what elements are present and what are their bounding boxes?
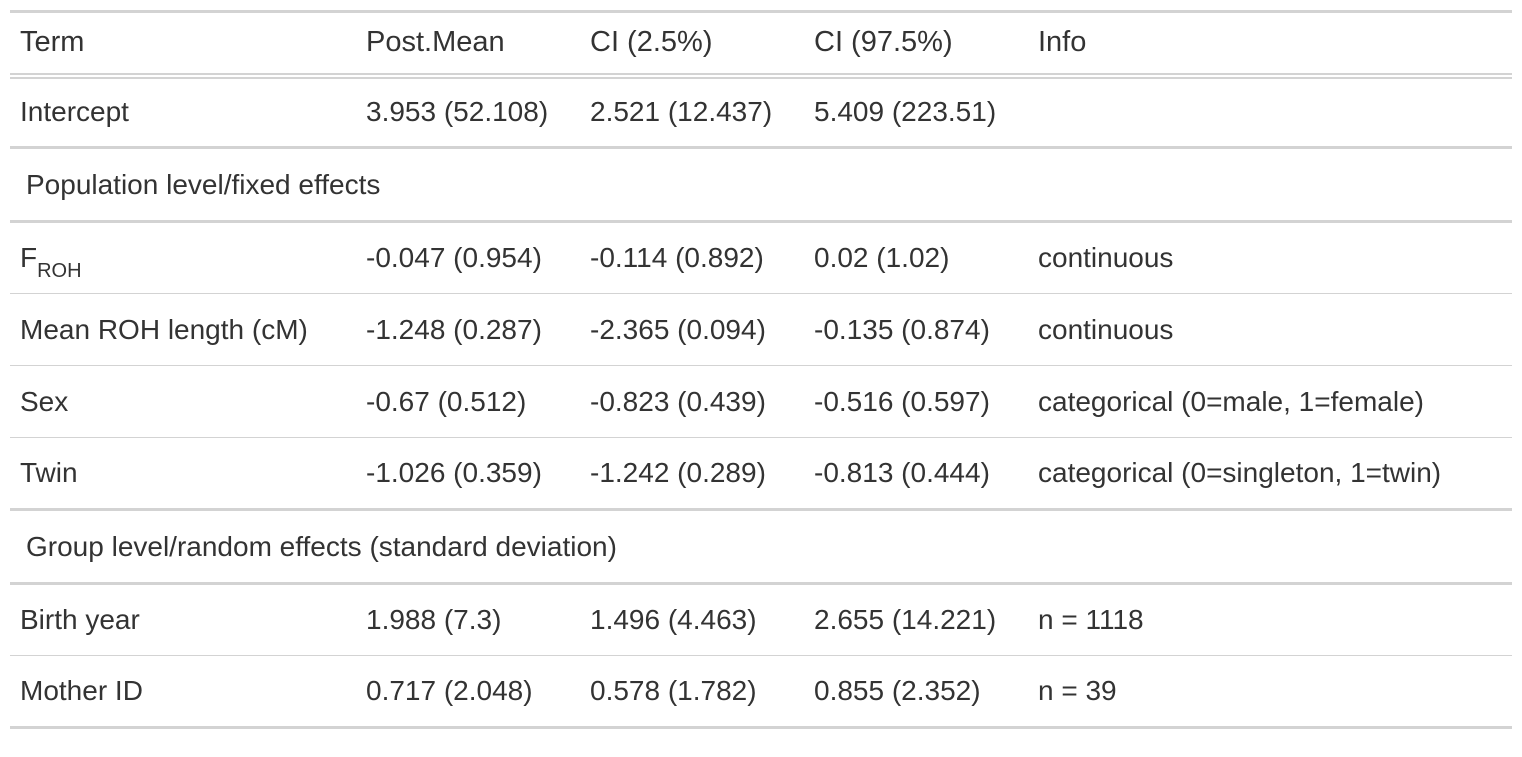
cell-term: Birth year	[10, 584, 356, 656]
cell-info: categorical (0=singleton, 1=twin)	[1028, 438, 1512, 510]
cell-info: continuous	[1028, 222, 1512, 294]
table-row-intercept	[10, 76, 1512, 148]
cell-ci-low: 0.578 (1.782)	[580, 656, 804, 728]
header-ci-low: CI (2.5%)	[590, 26, 713, 59]
table-row	[10, 438, 1512, 510]
table-row	[10, 366, 1512, 438]
cell-ci-high: 2.655 (14.221)	[804, 584, 1028, 656]
cell-term: Mean ROH length (cM)	[10, 294, 356, 366]
cell-post-mean: -0.67 (0.512)	[356, 366, 580, 438]
table-row	[10, 222, 1512, 294]
cell-term	[10, 222, 356, 294]
cell-info: continuous	[1028, 294, 1512, 366]
cell-ci-low: -0.823 (0.439)	[580, 366, 804, 438]
cell-post-mean: -1.248 (0.287)	[356, 294, 580, 366]
cell-post-mean: -0.047 (0.954)	[356, 222, 580, 294]
cell-term: Sex	[10, 366, 356, 438]
results-table	[10, 10, 1512, 729]
cell-info: n = 39	[1028, 656, 1512, 728]
header-term: Term	[20, 26, 85, 59]
table-body	[10, 76, 1512, 728]
cell-post-mean: 1.988 (7.3)	[356, 584, 580, 656]
header-post-mean: Post.Mean	[366, 26, 505, 59]
table-row	[10, 294, 1512, 366]
cell-ci-high: 0.855 (2.352)	[804, 656, 1028, 728]
cell-term: Mother ID	[10, 656, 356, 728]
group-label-random: Group level/random effects (standard deviation)	[10, 510, 1512, 584]
cell-ci-high: -0.813 (0.444)	[804, 438, 1028, 510]
cell-post-mean: 3.953 (52.108)	[356, 76, 580, 148]
table-header	[10, 12, 1512, 76]
header-ci-high: CI (97.5%)	[814, 26, 953, 59]
table-row	[10, 584, 1512, 656]
cell-ci-low: 2.521 (12.437)	[580, 76, 804, 148]
cell-ci-high: 5.409 (223.51)	[804, 76, 1028, 148]
group-header-random	[10, 510, 1512, 584]
term-subscript: ROH	[37, 260, 82, 282]
cell-term: Intercept	[10, 76, 356, 148]
cell-info: categorical (0=male, 1=female)	[1028, 366, 1512, 438]
cell-ci-low: 1.496 (4.463)	[580, 584, 804, 656]
cell-post-mean: -1.026 (0.359)	[356, 438, 580, 510]
cell-ci-high: -0.516 (0.597)	[804, 366, 1028, 438]
cell-ci-high: -0.135 (0.874)	[804, 294, 1028, 366]
cell-info	[1028, 76, 1512, 148]
cell-post-mean: 0.717 (2.048)	[356, 656, 580, 728]
header-row	[10, 12, 1512, 76]
cell-ci-low: -1.242 (0.289)	[580, 438, 804, 510]
group-label-fixed: Population level/fixed effects	[10, 148, 1512, 222]
cell-ci-high: 0.02 (1.02)	[804, 222, 1028, 294]
table-row	[10, 656, 1512, 728]
term-main: F	[20, 242, 38, 273]
header-info: Info	[1038, 26, 1087, 59]
group-header-fixed	[10, 148, 1512, 222]
cell-ci-low: -2.365 (0.094)	[580, 294, 804, 366]
cell-term: Twin	[10, 438, 356, 510]
cell-ci-low: -0.114 (0.892)	[580, 222, 804, 294]
cell-info: n = 1118	[1028, 584, 1512, 656]
